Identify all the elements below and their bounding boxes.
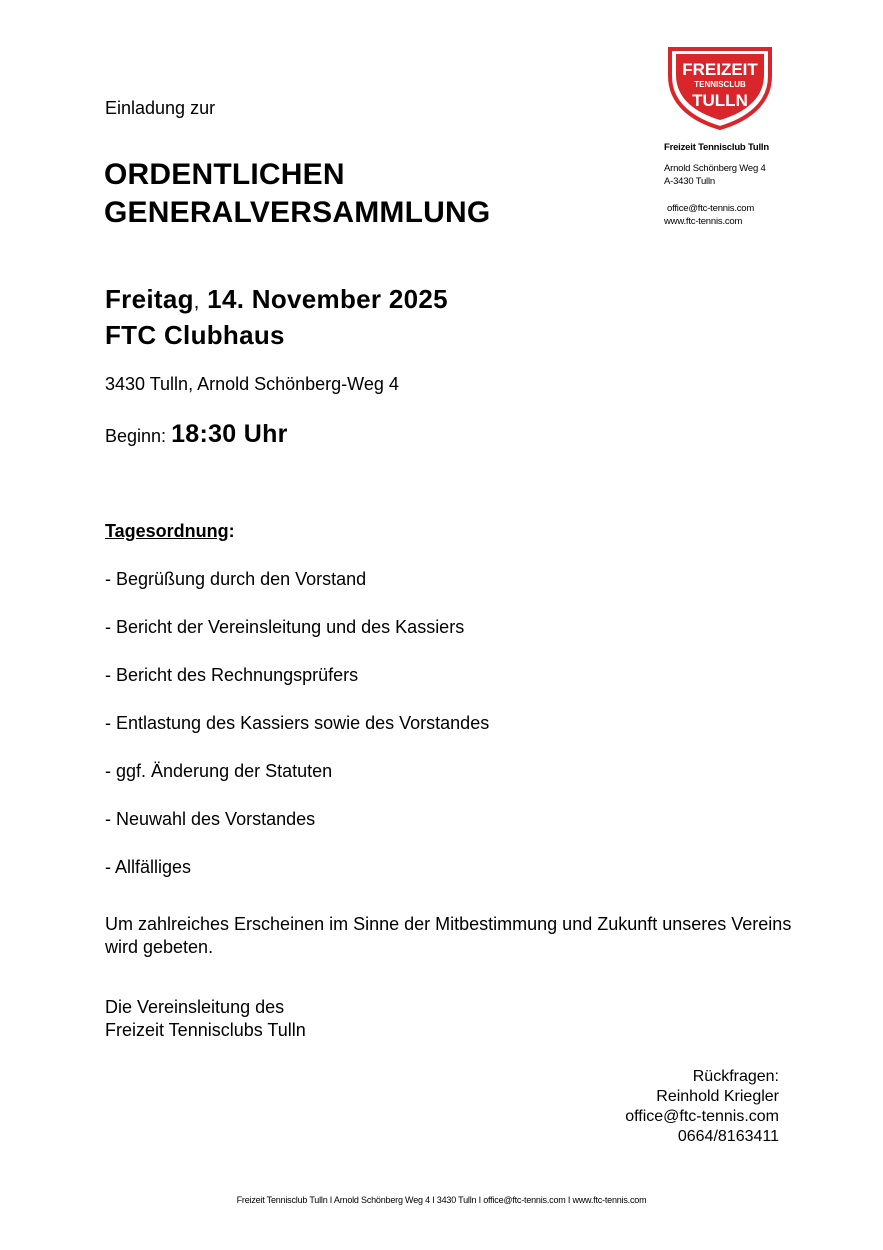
closing-paragraph: Um zahlreiches Erscheinen im Sinne der Mitbestimmung und Zukunft unseres Vereins wird gebeten. [105,914,792,957]
agenda-item: - Bericht der Vereinsleitung und des Kassiers [105,617,465,637]
event-begin [105,420,288,449]
agenda-list [105,568,489,904]
event-weekday: Freitag [105,284,194,314]
contact-name: Reinhold Kriegler [656,1088,779,1105]
invitation-intro: Einladung zur [105,98,216,118]
event-address: 3430 Tulln, Arnold Schönberg-Weg 4 [105,374,399,394]
club-logo [667,46,773,130]
agenda-item: - ggf. Änderung der Statuten [105,761,333,781]
club-email[interactable]: office@ftc-tennis.com [667,203,755,214]
page-title [104,156,490,232]
agenda-item: - Entlastung des Kassiers sowie des Vorstandes [105,713,490,733]
signature-line-1: Die Vereinsleitung des [105,997,285,1017]
agenda-item: - Bericht des Rechnungsprüfers [105,665,359,685]
signature-line-2: Freizeit Tennisclubs Tulln [105,1020,306,1040]
signature [105,996,306,1042]
begin-time: 18:30 Uhr [171,420,288,448]
page-footer: Freizeit Tennisclub Tulln I Arnold Schönberg Weg 4 I 3430 Tulln I office@ftc-tennis.com I www.ftc-tennis.com [236,1195,647,1205]
event-comma: , [193,291,200,313]
contact-block [625,1067,779,1147]
title-line-2: GENERALVERSAMMLUNG [104,196,491,229]
logo-text-top: FREIZEIT [682,60,758,79]
event-date-text: 14. November 2025 [199,284,448,314]
club-logo-shield [667,46,773,130]
event-venue: FTC Clubhaus [105,320,285,350]
agenda-item: - Neuwahl des Vorstandes [105,809,316,829]
logo-text-bottom: TULLN [692,91,748,110]
title-line-1: ORDENTLICHEN [104,158,345,191]
contact-phone: 0664/8163411 [677,1128,779,1145]
agenda-item: - Begrüßung durch den Vorstand [105,569,367,589]
club-web[interactable]: www.ftc-tennis.com [664,216,743,227]
event-date-venue [105,283,448,352]
agenda-item: - Allfälliges [105,857,192,877]
club-street: Arnold Schönberg Weg 4 [664,163,766,174]
event-date [105,283,448,319]
contact-label: Rückfragen: [692,1068,779,1085]
club-city: A-3430 Tulln [664,176,715,187]
agenda-heading [105,521,235,542]
contact-email[interactable]: office@ftc-tennis.com [625,1108,779,1125]
club-name: Freizeit Tennisclub Tulln [664,142,769,153]
club-info [664,141,814,228]
logo-text-mid: TENNISCLUB [694,80,746,89]
begin-label: Beginn: [105,426,172,446]
agenda-heading-text: Tagesordnung [105,521,229,541]
agenda-heading-suffix: : [228,521,235,541]
